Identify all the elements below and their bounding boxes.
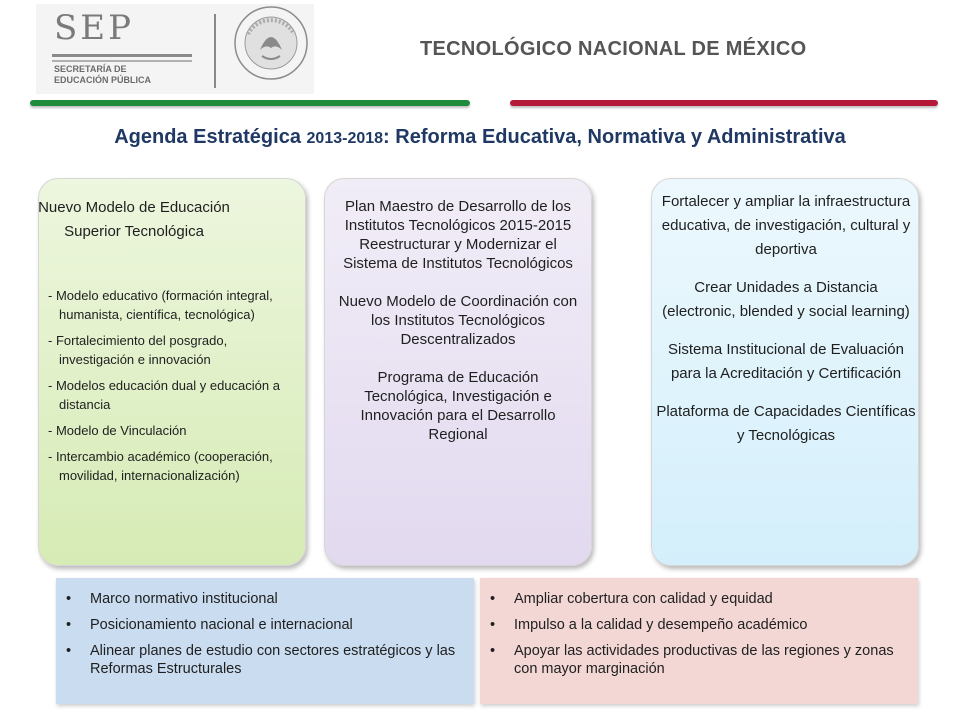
normative-list: [66, 590, 464, 686]
sep-logo-subtitle: [54, 64, 151, 86]
bullet-icon: •: [66, 617, 72, 633]
bullet-icon: •: [490, 591, 496, 607]
page-title: [0, 126, 960, 149]
list-item-text: Ampliar cobertura con calidad y equidad: [514, 591, 773, 607]
column-3-block: Plataforma de Capacidades Científicas y Tecnológicas: [656, 403, 916, 444]
column-1-list: [48, 286, 288, 492]
coverage-panel: [480, 578, 918, 704]
title-suffix: : Reforma Educativa, Normativa y Administrativa: [383, 126, 846, 148]
title-prefix: Agenda Estratégica: [114, 126, 307, 148]
column-3-content: [656, 190, 916, 462]
column-2-block: Programa de Educación Tecnológica, Investigación e Innovación para el Desarrollo Regional: [360, 369, 556, 443]
list-item: [490, 642, 908, 678]
column-2-block: Plan Maestro de Desarrollo de los Institutos Tecnológicos 2015-2015 Reestructurar y Modernizar el Sistema de Institutos Tecnológicos: [343, 198, 573, 272]
sep-logo-line2: EDUCACIÓN PÚBLICA: [54, 75, 152, 85]
list-item-text: Marco normativo institucional: [90, 591, 278, 607]
bullet-icon: •: [490, 643, 496, 659]
list-item: [66, 590, 464, 608]
list-item-text: Apoyar las actividades productivas de las regiones y zonas con mayor marginación: [514, 643, 894, 677]
column-1-item: - Modelos educación dual y educación a distancia: [48, 378, 280, 412]
column-1-title: Nuevo Modelo de Educación Superior Tecnológica: [38, 199, 230, 240]
column-1-item: - Fortalecimiento del posgrado, investigación e innovación: [48, 333, 228, 367]
bullet-icon: •: [66, 591, 72, 607]
column-3-block: Fortalecer y ampliar la infraestructura educativa, de investigación, cultural y deportiva: [661, 193, 911, 258]
sep-logo-acronym: SEP: [54, 8, 134, 48]
logo-divider: [214, 14, 216, 88]
list-item: [490, 590, 908, 608]
normative-panel: [56, 578, 474, 704]
title-years: 2013-2018: [306, 130, 384, 147]
sep-logo-line1: SECRETARÍA DE: [54, 64, 127, 74]
list-item: [66, 642, 464, 678]
institution-name: TECNOLÓGICO NACIONAL DE MÉXICO: [420, 38, 807, 60]
column-2-content: [334, 197, 582, 463]
sep-logo-rule-thin: [52, 60, 192, 62]
bullet-icon: •: [490, 617, 496, 633]
column-1-item: - Modelo de Vinculación: [48, 423, 187, 438]
coverage-list: [490, 590, 908, 686]
list-item-text: Impulso a la calidad y desempeño académico: [514, 617, 808, 633]
list-item-text: Alinear planes de estudio con sectores estratégicos y las Reformas Estructurales: [90, 643, 456, 677]
column-3-block: Sistema Institucional de Evaluación para la Acreditación y Certificación: [668, 341, 904, 382]
red-accent-bar: [510, 100, 938, 106]
column-3-block: Crear Unidades a Distancia (electronic, blended y social learning): [662, 279, 910, 320]
green-accent-bar: [30, 100, 470, 106]
column-2-block: Nuevo Modelo de Coordinación con los Institutos Tecnológicos Descentralizados: [338, 293, 578, 348]
column-1-item: - Intercambio académico (cooperación, movilidad, internacionalización): [48, 449, 273, 483]
mexico-seal-icon: [232, 4, 310, 82]
list-item: [66, 616, 464, 634]
list-item-text: Posicionamiento nacional e internacional: [90, 617, 353, 633]
list-item: [490, 616, 908, 634]
bullet-icon: •: [66, 643, 72, 659]
sep-logo-rule: [52, 54, 192, 57]
column-1-item: - Modelo educativo (formación integral, humanista, científica, tecnológica): [48, 288, 273, 322]
